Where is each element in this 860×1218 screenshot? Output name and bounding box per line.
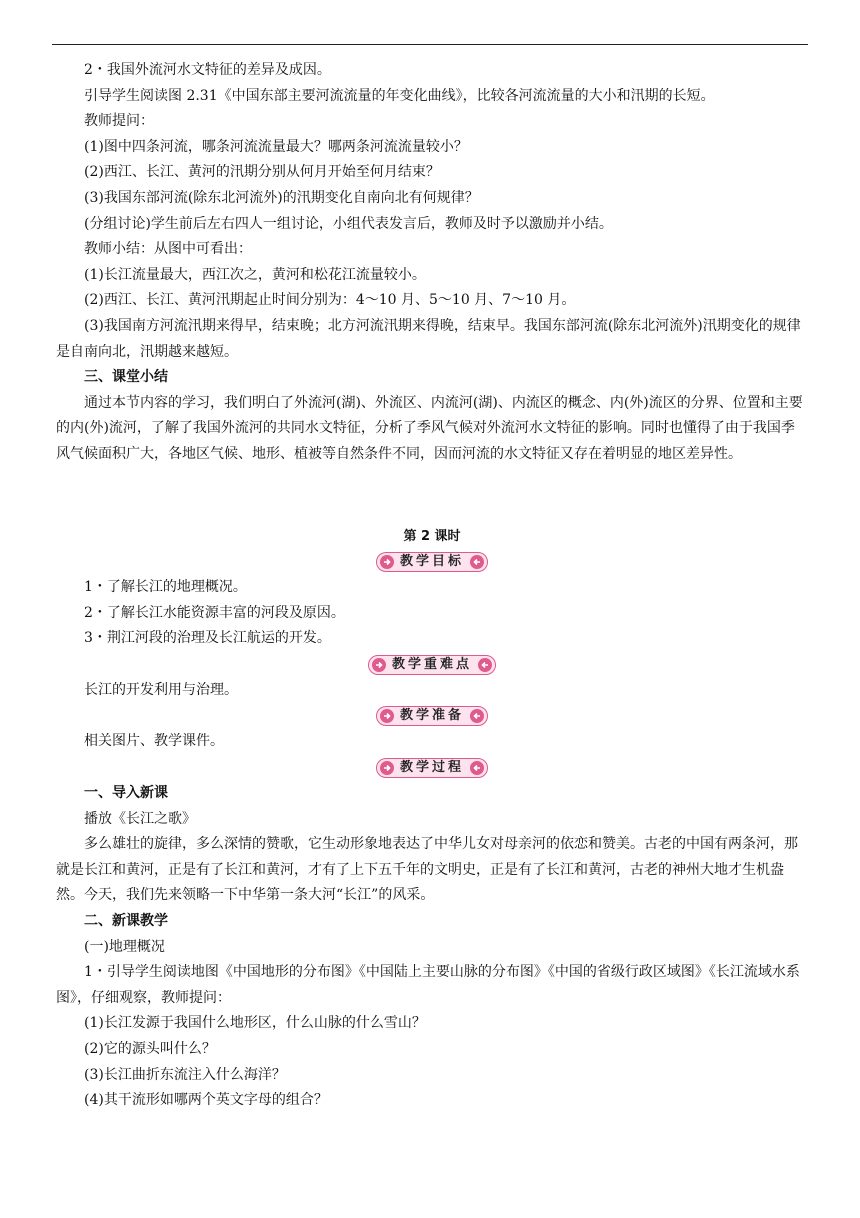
header-rule: [52, 44, 808, 45]
top-line-3: (1)图中四条河流，哪条河流流量最大？哪两条河流流量较小？: [84, 138, 468, 155]
top-line-7: 教师小结：从图中可看出：: [84, 241, 252, 258]
key-points-banner: [368, 655, 496, 675]
process-banner: [376, 758, 488, 778]
prep-banner-label: 教学准备: [399, 708, 464, 724]
top-line-0: 2・我国外流河水文特征的差异及成因。: [84, 62, 331, 78]
intro-song: 播放《长江之歌》: [84, 810, 196, 827]
intro-text: 多么雄壮的旋律，多么深情的赞歌，它生动形象地表达了中华儿女对母亲河的依恋和赞美。古老的中国有两条河，那就是长江和黄河，正是有了长江和黄河，才有了上下五千年的文明史，正是有了长江和黄河，古老的神州大地才生机盎然。今天，我们先来领略一下中华第一条大河“长江”的风采。: [56, 836, 798, 904]
top-line-8: (1)长江流量最大，西江次之，黄河和松花江流量较小。: [84, 266, 426, 283]
arrow-left-icon: [470, 555, 484, 569]
arrow-left-icon: [470, 709, 484, 723]
arrow-right-icon: [372, 658, 386, 672]
goal-item-2: 2・了解长江水能资源丰富的河段及原因。: [84, 604, 345, 621]
new-lesson-heading: 二、新课教学: [84, 913, 168, 930]
arrow-left-icon: [470, 761, 484, 775]
top-line-5: (3)我国东部河流(除东北河流外)的汛期变化自南向北有何规律？: [84, 189, 479, 206]
subsection-geography: (一)地理概况: [84, 938, 165, 955]
top-line-2: 教师提问：: [84, 113, 154, 130]
goals-banner-label: 教学目标: [399, 554, 464, 570]
top-line-6: (分组讨论)学生前后左右四人一组讨论，小组代表发言后，教师及时予以激励并小结。: [84, 215, 613, 232]
arrow-left-icon: [478, 658, 492, 672]
prep-banner: [376, 706, 488, 726]
question-4: (4)其干流形如哪两个英文字母的组合？: [84, 1092, 328, 1109]
document-page: [56, 58, 808, 1114]
arrow-right-icon: [380, 761, 394, 775]
lesson-title: 第 2 课时: [403, 528, 461, 544]
question-2: (2)它的源头叫什么？: [84, 1041, 216, 1057]
process-banner-label: 教学过程: [399, 760, 464, 776]
arrow-right-icon: [380, 709, 394, 723]
prep-text: 相关图片、教学课件。: [84, 733, 224, 750]
summary-paragraph: (3)我国南方河流汛期来得早，结束晚；北方河流汛期来得晚，结束早。我国东部河流(除东北河流外)汛期变化的规律是自南向北，汛期越来越短。: [56, 317, 801, 360]
goal-item-1: 1・了解长江的地理概况。: [84, 579, 247, 596]
top-line-9: (2)西江、长江、黄河汛期起止时间分别为：4～10 月、5～10 月、7～10 月。: [84, 292, 576, 309]
question-1: (1)长江发源于我国什么地形区，什么山脉的什么雪山？: [84, 1015, 426, 1032]
question-3: (3)长江曲折东流注入什么海洋？: [84, 1066, 286, 1083]
top-line-1: 引导学生阅读图 2.31《中国东部主要河流流量的年变化曲线》，比较各河流流量的大小和汛期的长短。: [84, 87, 715, 104]
goals-banner: [376, 552, 488, 572]
process-banner-row: [56, 755, 808, 781]
task-1-text: 1・引导学生阅读地图《中国地形的分布图》《中国陆上主要山脉的分布图》《中国的省级行政区域图》《长江流域水系图》，仔细观察，教师提问：: [56, 964, 800, 1006]
key-points-banner-row: [56, 652, 808, 678]
goal-item-3: 3・荆江河段的治理及长江航运的开发。: [84, 630, 331, 647]
section3-text: 通过本节内容的学习，我们明白了外流河(湖)、外流区、内流河(湖)、内流区的概念、内(外)流区的分界、位置和主要的内(外)流河，了解了我国外流河的共同水文特征，分析了季风气候对外流河水文特征的影响。同时也懂得了由于我国季风气候面积广大，各地区气候、地形、植被等自然条件不同，因而河流的水文特征又存在着明显的地区差异性。: [56, 394, 803, 462]
goals-banner-row: [56, 549, 808, 575]
key-points-banner-label: 教学重难点: [391, 656, 472, 672]
section3-heading: 三、课堂小结: [84, 369, 168, 386]
key-points-text: 长江的开发利用与治理。: [84, 681, 238, 698]
arrow-right-icon: [380, 555, 394, 569]
top-line-4: (2)西江、长江、黄河的汛期分别从何月开始至何月结束？: [84, 164, 440, 181]
prep-banner-row: [56, 703, 808, 729]
intro-heading: 一、导入新课: [84, 785, 168, 802]
